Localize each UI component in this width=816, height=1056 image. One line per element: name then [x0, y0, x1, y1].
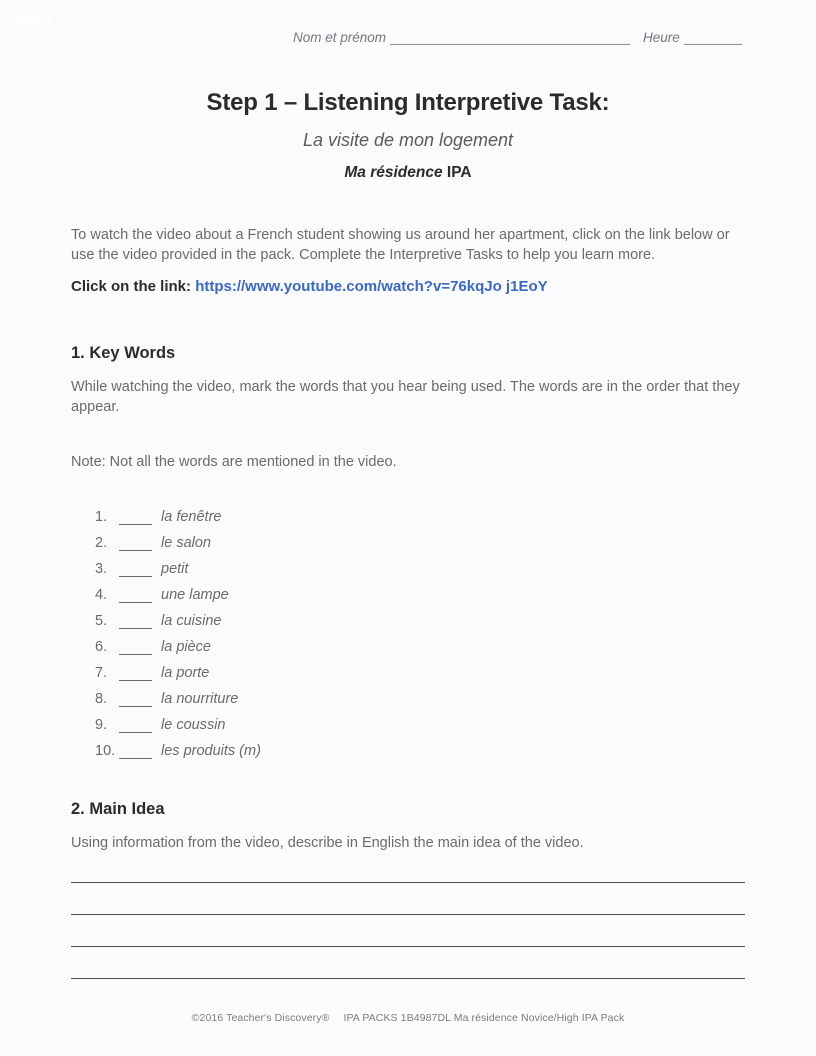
key-word-number: 8. — [95, 691, 108, 708]
key-word-text: la pièce — [161, 639, 211, 656]
section2-heading: 2. Main Idea — [71, 800, 165, 819]
answer-line — [71, 947, 745, 979]
heure-label: Heure — [643, 30, 680, 45]
section1-heading: 1. Key Words — [71, 344, 176, 363]
key-word-item — [95, 681, 745, 707]
name-fill-line — [390, 30, 630, 45]
footer-pack-info: IPA PACKS 1B4987DL Ma résidence Novice/High IPA Pack — [343, 1012, 625, 1024]
key-word-item — [95, 655, 745, 681]
page-subtitle: La visite de mon logement — [302, 130, 514, 150]
title-block — [71, 89, 745, 182]
answer-line — [71, 855, 745, 883]
subsubtitle-italic-part: Ma résidence — [344, 164, 443, 181]
intro-paragraph: To watch the video about a French student showing us around her apartment, click on the link below or use the video provided in the pack. Complete the Interpretive Tasks to help you learn more. — [71, 227, 730, 263]
key-word-number: 9. — [95, 717, 108, 734]
page-subsubtitle — [71, 164, 745, 182]
heure-fill-line — [684, 30, 742, 45]
key-word-blank — [119, 511, 152, 525]
key-word-item — [95, 525, 745, 551]
key-word-item — [95, 577, 745, 603]
subsubtitle-suffix: IPA — [442, 164, 472, 181]
key-word-text: le salon — [161, 535, 211, 552]
key-word-blank — [119, 537, 152, 551]
key-word-number: 7. — [95, 665, 108, 682]
key-word-text: les produits (m) — [161, 743, 261, 760]
footer-copyright: ©2016 Teacher's Discovery® — [191, 1012, 330, 1024]
section2-instructions: Using information from the video, describe in English the main idea of the video. — [71, 835, 584, 852]
key-word-item — [95, 629, 745, 655]
key-word-item — [95, 603, 745, 629]
key-word-text: la fenêtre — [161, 509, 222, 526]
section1-instructions: While watching the video, mark the words that you hear being used. The words are in the order that they appear. — [71, 379, 740, 416]
link-row — [71, 278, 745, 295]
name-heure-header — [71, 30, 745, 45]
key-word-number: 10. — [95, 743, 116, 760]
corner-step-label: Step 1 — [14, 14, 54, 29]
key-word-number: 1. — [95, 509, 108, 526]
key-word-blank — [119, 589, 152, 603]
key-word-number: 4. — [95, 587, 108, 604]
key-word-number: 3. — [95, 561, 108, 578]
key-word-blank — [119, 667, 152, 681]
key-word-number: 6. — [95, 639, 108, 656]
key-word-text: la cuisine — [161, 613, 222, 630]
footer — [0, 1012, 816, 1024]
key-word-item — [95, 707, 745, 733]
key-word-blank — [119, 693, 152, 707]
key-word-blank — [119, 563, 152, 577]
key-words-list — [95, 499, 745, 759]
link-label: Click on the link: — [71, 278, 192, 296]
name-label: Nom et prénom — [293, 30, 387, 45]
key-word-text: le coussin — [161, 717, 226, 734]
key-word-item — [95, 499, 745, 525]
key-word-text: la nourriture — [161, 691, 239, 708]
youtube-link[interactable]: https://www.youtube.com/watch?v=76kqJo j1EoY — [195, 278, 548, 296]
key-word-text: la porte — [161, 665, 210, 682]
key-word-number: 2. — [95, 535, 108, 552]
answer-line — [71, 915, 745, 947]
key-word-text: petit — [161, 561, 189, 578]
key-word-item — [95, 733, 745, 759]
section1-note: Note: Not all the words are mentioned in the video. — [71, 454, 397, 471]
page-title: Step 1 – Listening Interpretive Task: — [206, 89, 610, 116]
key-word-blank — [119, 719, 152, 733]
key-word-blank — [119, 615, 152, 629]
answer-line — [71, 883, 745, 915]
key-word-item — [95, 551, 745, 577]
key-word-blank — [119, 745, 152, 759]
key-word-text: une lampe — [161, 587, 229, 604]
key-word-number: 5. — [95, 613, 108, 630]
answer-lines — [71, 855, 745, 979]
key-word-blank — [119, 641, 152, 655]
